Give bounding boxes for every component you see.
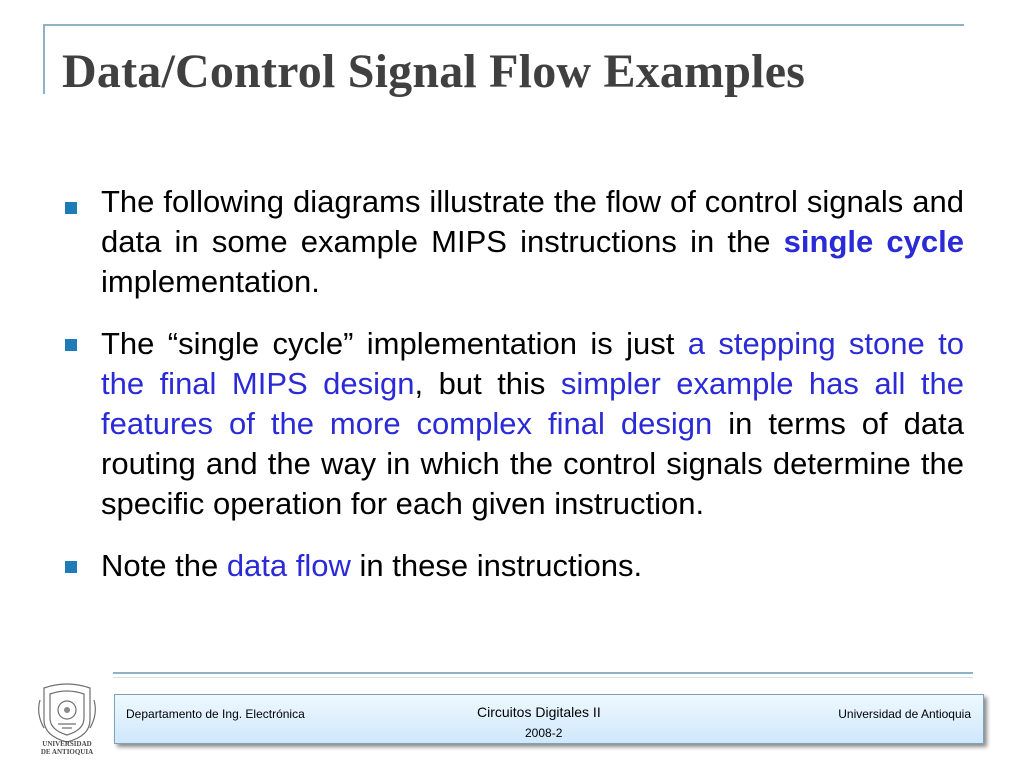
bullet-3-text-b: in these instructions. [350, 548, 643, 583]
square-bullet-icon [65, 339, 77, 351]
logo-line-2: DE ANTIOQUIA [40, 748, 94, 756]
bullet-3-text-a: Note the [101, 548, 227, 583]
bullet-item-1 [62, 182, 964, 302]
logo-caption [30, 740, 104, 756]
footer-rule [113, 672, 973, 674]
bullet-list [62, 182, 964, 586]
footer-course: Circuitos Digitales II [477, 704, 601, 720]
footer-term: 2008-2 [525, 726, 563, 740]
bullet-1-highlight: single cycle [783, 224, 964, 259]
bullet-2-highlight-1: a stepping stone to the final MIPS design [101, 326, 964, 401]
bullet-2-text-c: in terms of data routing and the way in which the control signals determine the specific operation for each given instruction. [101, 406, 964, 521]
logo-line-1: UNIVERSIDAD [42, 740, 92, 748]
left-frame-rule [43, 24, 45, 94]
square-bullet-icon [65, 202, 77, 214]
top-frame-rule [43, 24, 964, 26]
bullet-2-highlight-2: simpler example has all the features of the more complex final design [101, 366, 964, 441]
footer-rule-thin [113, 677, 973, 678]
bullet-1-text-b: implementation. [101, 264, 320, 299]
footer-university: Universidad de Antioquia [838, 707, 971, 721]
bullet-2-text-b: , but this [414, 366, 561, 401]
footer-department: Departamento de Ing. Electrónica [126, 707, 305, 721]
bullet-item-3 [62, 546, 964, 586]
bullet-2-text-a: The “single cycle” implementation is just [101, 326, 688, 361]
slide-title: Data/Control Signal Flow Examples [62, 45, 806, 98]
bullet-1-text-a: The following diagrams illustrate the flow of control signals and data in some example MIPS instructions in the [101, 184, 964, 259]
bullet-item-2 [62, 324, 964, 524]
bullet-3-highlight: data flow [226, 548, 351, 583]
square-bullet-icon [65, 561, 77, 573]
footer-box [114, 694, 984, 744]
